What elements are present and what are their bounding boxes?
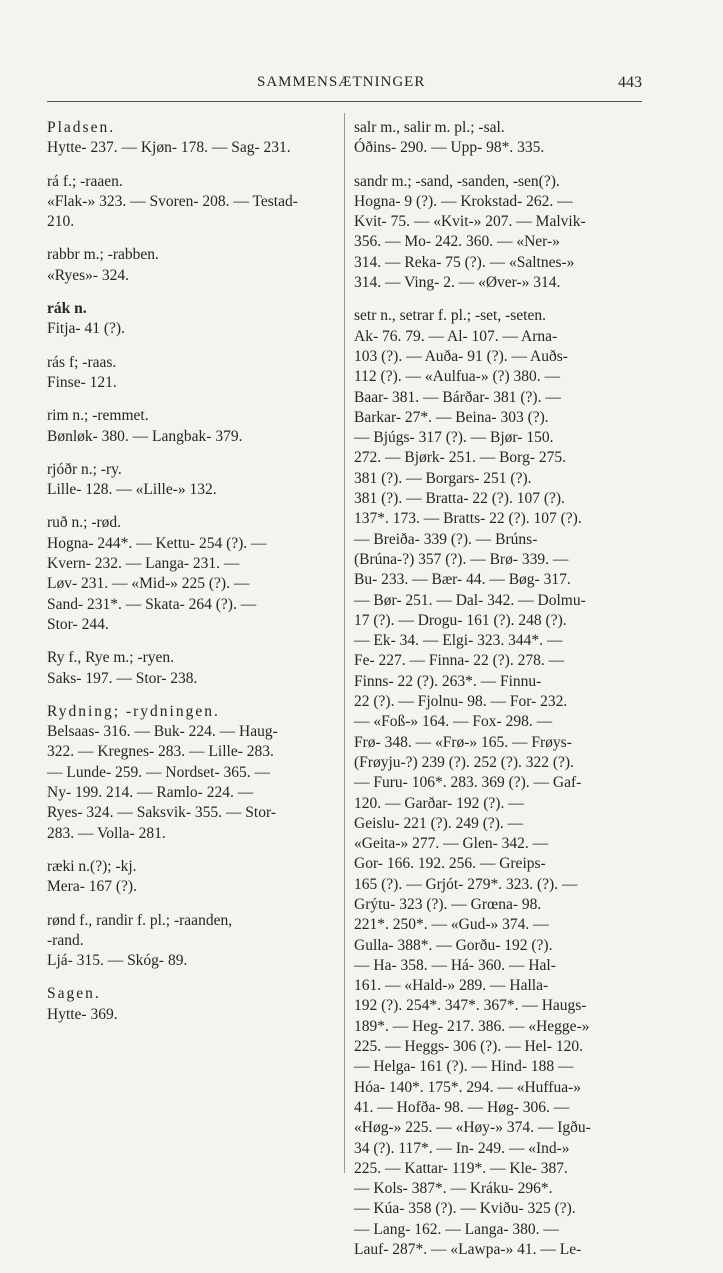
entry-line: Hytte- 237. — Kjøn- 178. — Sag- 231. — [47, 139, 291, 157]
entry-line: 381 (?). — Bratta- 22 (?). 107 (?). — [354, 490, 565, 508]
entry-line: Lauf- 287*. — «Lawpa-» 41. — Le- — [354, 1241, 582, 1259]
entry-headword: rim n.; -remmet. — [47, 407, 149, 425]
entry-headword: rjóðr n.; -ry. — [47, 460, 122, 478]
entry-ra — [47, 172, 339, 233]
entry-line: Ak- 76. 79. — Al- 107. — Arna- — [354, 327, 558, 345]
entry-line: — Helga- 161 (?). — Hind- 188 — — [354, 1058, 574, 1076]
entry-line: Ryes- 324. — Saksvik- 355. — Stor- — [47, 804, 276, 822]
entry-salr — [354, 118, 646, 159]
entry-line: Finse- 121. — [47, 373, 117, 391]
entry-line: Løv- 231. — «Mid-» 225 (?). — — [47, 575, 250, 593]
entry-line: Kvern- 232. — Langa- 231. — — [47, 555, 240, 573]
entry-headword: rabbr m.; -rabben. — [47, 246, 159, 264]
entry-line: Bønløk- 380. — Langbak- 379. — [47, 427, 243, 445]
entry-line: — Ek- 34. — Elgi- 323. 344*. — — [354, 632, 563, 650]
entry-headword: ræki n.(?); -kj. — [47, 857, 137, 875]
entry-line: — Bør- 251. — Dal- 342. — Dolmu- — [354, 591, 586, 609]
entry-headword: Ry f., Rye m.; -ryen. — [47, 649, 175, 667]
entry-line: 189*. — Heg- 217. 386. — «Hegge-» — [354, 1017, 590, 1035]
entry-line: — Ha- 358. — Há- 360. — Hal- — [354, 956, 556, 974]
entry-line: Saks- 197. — Stor- 238. — [47, 669, 198, 687]
entry-line: Ljá- 315. — Skóg- 89. — [47, 952, 188, 970]
entry-line: 161. — «Hald-» 289. — Halla- — [354, 977, 549, 995]
entry-line: Lille- 128. — «Lille-» 132. — [47, 481, 217, 499]
entry-line: — Lang- 162. — Langa- 380. — — [354, 1220, 559, 1238]
entry-ras — [47, 353, 339, 394]
entry-rim — [47, 406, 339, 447]
entry-line: 225. — Heggs- 306 (?). — Hel- 120. — [354, 1038, 584, 1056]
column-divider — [344, 113, 345, 1173]
entry-line: «Ryes»- 324. — [47, 266, 130, 284]
entry-line: — Breiða- 339 (?). — Brúns- — [354, 530, 538, 548]
entry-headword: Rydning; -rydningen. — [47, 702, 220, 720]
entry-line: 225. — Kattar- 119*. — Kle- 387. — [354, 1159, 568, 1177]
entry-line: — Kúa- 358 (?). — Kviðu- 325 (?). — [354, 1200, 576, 1218]
entry-rydning — [47, 702, 339, 844]
entry-line: (Frøyju-?) 239 (?). 252 (?). 322 (?). — [354, 753, 574, 771]
page-number: 443 — [618, 74, 642, 91]
entry-line: 314. — Ving- 2. — «Øver-» 314. — [354, 274, 561, 292]
entry-line: — Kols- 387*. — Kráku- 296*. — [354, 1180, 553, 1198]
entry-line: Hogna- 244*. — Kettu- 254 (?). — — [47, 534, 267, 552]
entry-line: 283. — Volla- 281. — [47, 824, 166, 842]
entry-raeki — [47, 857, 339, 898]
entry-line: Grýtu- 323 (?). — Grœna- 98. — [354, 895, 542, 913]
entry-pladsen — [47, 118, 339, 159]
entry-line: 314. — Reka- 75 (?). — «Saltnes-» — [354, 253, 575, 271]
entry-line: Ny- 199. 214. — Ramlo- 224. — — [47, 784, 254, 802]
entry-rabbr — [47, 245, 339, 286]
entry-line: Mera- 167 (?). — [47, 878, 137, 896]
entry-ry — [47, 648, 339, 689]
entry-line: 41. — Hofða- 98. — Høg- 306. — — [354, 1098, 570, 1116]
entry-line: «Flak-» 323. — Svoren- 208. — Testad- — [47, 192, 298, 210]
page-header — [47, 74, 642, 100]
entry-sandr — [354, 172, 646, 294]
entry-rjodr — [47, 460, 339, 501]
entry-line: Kvit- 75. — «Kvit-» 207. — Malvik- — [354, 213, 586, 231]
entry-line: 112 (?). — «Aulfua-» (?) 380. — — [354, 368, 561, 386]
entry-headword: rønd f., randir f. pl.; -raanden, — [47, 911, 233, 929]
entry-line: -rand. — [47, 931, 84, 949]
entry-line: 381 (?). — Borgars- 251 (?). — [354, 469, 532, 487]
entry-line: 210. — [47, 213, 75, 231]
entry-setr — [354, 306, 646, 1260]
entry-line: Baar- 381. — Bárðar- 381 (?). — — [354, 388, 561, 406]
entry-line: 22 (?). — Fjolnu- 98. — For- 232. — [354, 693, 568, 711]
entry-line: Sand- 231*. — Skata- 264 (?). — — [47, 595, 257, 613]
entry-line: Geislu- 221 (?). 249 (?). — — [354, 814, 524, 832]
entry-line: 103 (?). — Auða- 91 (?). — Auðs- — [354, 347, 568, 365]
entry-line: Fe- 227. — Finna- 22 (?). 278. — — [354, 652, 565, 670]
entry-line: — «Foß-» 164. — Fox- 298. — — [354, 713, 553, 731]
entry-line: Hytte- 369. — [47, 1005, 118, 1023]
entry-headword: rás f; -raas. — [47, 353, 117, 371]
entry-line: Hóa- 140*. 175*. 294. — «Huffua-» — [354, 1078, 582, 1096]
entry-line: «Høg-» 225. — «Høy-» 374. — Igðu- — [354, 1119, 591, 1137]
entry-line: 356. — Mo- 242. 360. — «Ner-» — [354, 233, 560, 251]
entry-line: 34 (?). 117*. — In- 249. — «Ind-» — [354, 1139, 570, 1157]
entry-line: 192 (?). 254*. 347*. 367*. — Haugs- — [354, 997, 587, 1015]
entry-line: 17 (?). — Drogu- 161 (?). 248 (?). — [354, 611, 567, 629]
entry-headword: ruð n.; -rød. — [47, 514, 122, 532]
entry-line: Frø- 348. — «Frø-» 165. — Frøys- — [354, 733, 572, 751]
entry-line: Fitja- 41 (?). — [47, 320, 125, 338]
entry-headword: sandr m.; -sand, -sanden, -sen(?). — [354, 172, 560, 190]
entry-line: 137*. 173. — Bratts- 22 (?). 107 (?). — [354, 510, 582, 528]
entry-line: 165 (?). — Grjót- 279*. 323. (?). — — [354, 875, 578, 893]
entry-sagen — [47, 984, 339, 1025]
entry-line: — Bjúgs- 317 (?). — Bjør- 150. — [354, 429, 554, 447]
entry-headword: setr n., setrar f. pl.; -set, -seten. — [354, 307, 546, 325]
entry-line: — Furu- 106*. 283. 369 (?). — Gaf- — [354, 774, 582, 792]
entry-rud — [47, 513, 339, 635]
entry-rak — [47, 299, 339, 340]
entry-rond — [47, 911, 339, 972]
entry-line: 272. — Bjørk- 251. — Borg- 275. — [354, 449, 566, 467]
entry-line: Gor- 166. 192. 256. — Greips- — [354, 855, 546, 873]
right-column — [354, 118, 646, 1273]
header-rule — [47, 101, 642, 102]
entry-line: Stor- 244. — [47, 615, 109, 633]
entry-headword: Sagen. — [47, 985, 101, 1003]
entry-line: Gulla- 388*. — Gorðu- 192 (?). — [354, 936, 553, 954]
entry-line: Barkar- 27*. — Beina- 303 (?). — [354, 408, 549, 426]
running-title: SAMMENSÆTNINGER — [257, 74, 426, 90]
entry-line: 322. — Kregnes- 283. — Lille- 283. — [47, 743, 274, 761]
entry-headword: rák n. — [47, 300, 87, 318]
entry-line: Óðins- 290. — Upp- 98*. 335. — [354, 139, 545, 157]
entry-line: Bu- 233. — Bær- 44. — Bøg- 317. — [354, 571, 571, 589]
entry-line: «Geita-» 277. — Glen- 342. — — [354, 835, 549, 853]
entry-line: Belsaas- 316. — Buk- 224. — Haug- — [47, 723, 278, 741]
entry-line: — Lunde- 259. — Nordset- 365. — — [47, 763, 270, 781]
entry-headword: rá f.; -raaen. — [47, 172, 123, 190]
entry-line: (Brúna-?) 357 (?). — Brø- 339. — — [354, 550, 569, 568]
entry-line: 221*. 250*. — «Gud-» 374. — — [354, 916, 549, 934]
entry-headword: Pladsen. — [47, 119, 116, 136]
entry-line: Finns- 22 (?). 263*. — Finnu- — [354, 672, 542, 690]
entry-headword: salr m., salir m. pl.; -sal. — [354, 119, 505, 136]
entry-line: Hogna- 9 (?). — Krokstad- 262. — — [354, 192, 573, 210]
entry-line: 120. — Garðar- 192 (?). — — [354, 794, 524, 812]
left-column — [47, 118, 339, 1038]
